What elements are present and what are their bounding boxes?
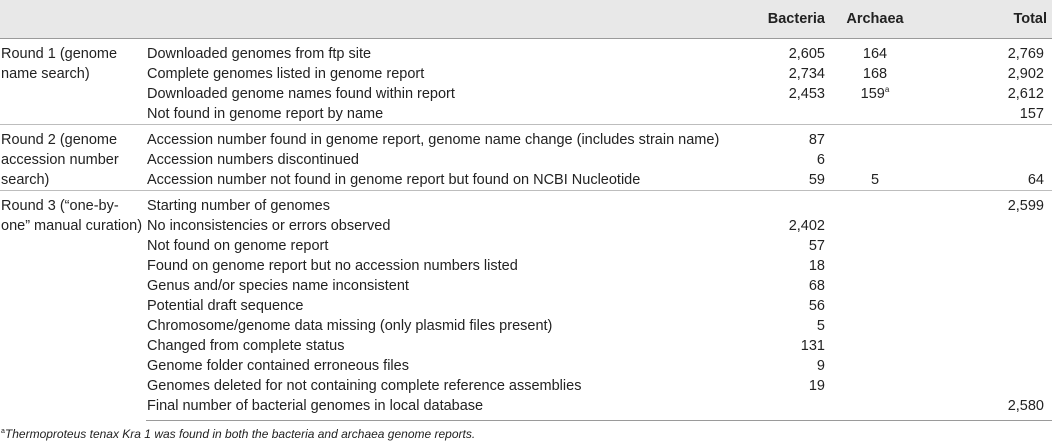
- table-row: [0, 256, 1052, 276]
- total-value: [925, 124, 1052, 150]
- archaea-value: 168: [862, 65, 888, 82]
- archaea-value: 164: [862, 45, 888, 62]
- archaea-value: [825, 376, 925, 396]
- archaea-value: 5: [870, 171, 880, 188]
- total-value: [925, 256, 1052, 276]
- total-value: 64: [1027, 171, 1044, 188]
- archaea-value: [825, 316, 925, 336]
- bacteria-value: [750, 190, 825, 216]
- bacteria-value: [750, 104, 825, 125]
- archaea-value: [825, 236, 925, 256]
- table-row: [0, 84, 1052, 104]
- row-description: Complete genomes listed in genome report: [147, 65, 425, 82]
- bacteria-value: 87: [750, 124, 825, 150]
- archaea-value: [825, 84, 925, 104]
- round-1-label: Round 1 (genome name search): [1, 45, 118, 82]
- bacteria-value: 57: [808, 237, 825, 254]
- table-row: [0, 104, 1052, 125]
- header-total: Total: [925, 0, 1052, 38]
- total-value: 2,769: [1007, 45, 1044, 62]
- row-description: Genome folder contained erroneous files: [147, 357, 409, 374]
- header-round: [0, 0, 146, 38]
- table-row: [0, 64, 1052, 84]
- table-footnote: [1, 427, 475, 441]
- row-description: Found on genome report but no accession numbers listed: [147, 257, 518, 274]
- row-description: Genomes deleted for not containing complete reference assemblies: [147, 377, 582, 394]
- table-row: [0, 124, 1052, 150]
- header-bacteria: Bacteria: [750, 0, 825, 38]
- total-value: [925, 356, 1052, 376]
- table-row: [0, 276, 1052, 296]
- table-row: [0, 38, 1052, 64]
- row-description: Starting number of genomes: [146, 190, 750, 216]
- round-2-label: Round 2 (genome accession number search): [0, 124, 146, 190]
- bacteria-value: 131: [800, 337, 825, 354]
- total-value: 2,599: [925, 190, 1052, 216]
- table-row: [0, 356, 1052, 376]
- table-row: [0, 236, 1052, 256]
- total-value: [925, 376, 1052, 396]
- bacteria-value: 2,402: [788, 217, 825, 234]
- archaea-value: [825, 336, 925, 356]
- total-value: [925, 216, 1052, 236]
- row-description: Accession numbers discontinued: [147, 151, 359, 168]
- row-description: Potential draft sequence: [147, 297, 304, 314]
- bacteria-value: 68: [808, 277, 825, 294]
- table-row: [0, 316, 1052, 336]
- row-description: Changed from complete status: [147, 337, 345, 354]
- archaea-number: 159: [860, 85, 885, 102]
- archaea-value: [825, 356, 925, 376]
- row-description: Chromosome/genome data missing (only plasmid files present): [147, 317, 553, 334]
- bacteria-value: 6: [816, 151, 825, 168]
- total-value: 2,580: [925, 396, 1052, 421]
- footnote-marker: a: [1, 428, 5, 435]
- header-archaea: Archaea: [825, 0, 925, 38]
- row-description: Final number of bacterial genomes in local database: [146, 396, 750, 421]
- archaea-value: [825, 256, 925, 276]
- header-row: [0, 0, 1052, 38]
- table-row: [0, 336, 1052, 356]
- footnote-text: Thermoproteus tenax Kra 1 was found in both the bacteria and archaea genome reports.: [4, 427, 476, 441]
- table-row: [0, 150, 1052, 170]
- row-description: Downloaded genomes from ftp site: [147, 45, 372, 62]
- bacteria-value: 19: [808, 377, 825, 394]
- header-description: [146, 0, 750, 38]
- bacteria-value: 2,605: [788, 45, 825, 62]
- row-description: Not found in genome report by name: [147, 105, 384, 122]
- total-value: 157: [1019, 105, 1044, 122]
- bacteria-value: 59: [808, 171, 825, 188]
- archaea-value: [825, 190, 925, 216]
- row-description: Not found on genome report: [147, 237, 329, 254]
- total-value: [925, 296, 1052, 316]
- total-value: [925, 236, 1052, 256]
- total-value: [925, 316, 1052, 336]
- archaea-value: [825, 276, 925, 296]
- total-value: [925, 336, 1052, 356]
- table-row: [0, 296, 1052, 316]
- table-row: [0, 190, 1052, 216]
- archaea-value: [825, 124, 925, 150]
- total-value: 2,612: [1007, 85, 1044, 102]
- table-row: [0, 396, 1052, 421]
- archaea-value: [825, 216, 925, 236]
- row-description: No inconsistencies or errors observed: [147, 217, 391, 234]
- bacteria-value: 56: [808, 297, 825, 314]
- total-value: [925, 276, 1052, 296]
- row-description: Downloaded genome names found within report: [147, 85, 455, 102]
- bacteria-value: 2,734: [788, 65, 825, 82]
- bacteria-value: 5: [816, 317, 825, 334]
- bacteria-value: 18: [808, 257, 825, 274]
- total-value: [925, 150, 1052, 170]
- row-description: Accession number found in genome report, genome name change (includes strain name): [146, 124, 750, 150]
- archaea-value: [825, 150, 925, 170]
- archaea-value: [825, 296, 925, 316]
- archaea-value: [825, 104, 925, 125]
- row-description: Accession number not found in genome report but found on NCBI Nucleotide: [147, 171, 641, 188]
- row-description: Genus and/or species name inconsistent: [147, 277, 409, 294]
- table-row: [0, 170, 1052, 191]
- table-row: [0, 376, 1052, 396]
- bacteria-value: 2,453: [788, 85, 825, 102]
- bacteria-value: [750, 396, 825, 421]
- total-value: 2,902: [1007, 65, 1044, 82]
- bacteria-value: 9: [816, 357, 825, 374]
- round-3-label: Round 3 (“one-by-one” manual curation): [0, 190, 146, 420]
- table-row: [0, 216, 1052, 236]
- archaea-value: [825, 396, 925, 421]
- footnote-marker: a: [884, 84, 890, 94]
